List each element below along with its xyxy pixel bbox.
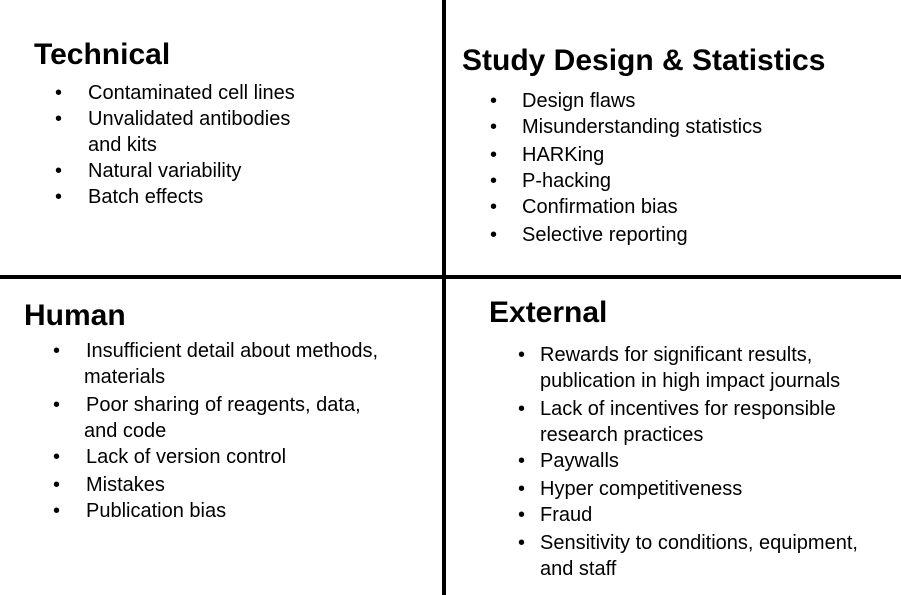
bullet-icon: • (55, 160, 63, 182)
bullet-icon: • (55, 82, 63, 104)
external-title: External (489, 296, 608, 329)
bullet-icon: • (53, 394, 61, 416)
human-item-text: and code (84, 420, 167, 442)
external-item-text: and staff (540, 558, 617, 580)
bullet-icon: • (490, 116, 498, 138)
human-title: Human (24, 299, 126, 332)
study-design-title: Study Design & Statistics (462, 44, 826, 77)
external-item-text: Rewards for significant results, (540, 344, 813, 366)
bullet-icon: • (53, 500, 61, 522)
external-item-text: Sensitivity to conditions, equipment, (540, 532, 858, 554)
external-item-text: publication in high impact journals (540, 370, 841, 392)
human-item-text: Poor sharing of reagents, data, (86, 394, 361, 416)
bullet-icon: • (518, 478, 526, 500)
bullet-icon: • (55, 186, 63, 208)
bullet-icon: • (490, 170, 498, 192)
bullet-icon: • (55, 108, 63, 130)
human-item-text: Mistakes (86, 474, 165, 496)
external-item-text: Paywalls (540, 450, 619, 472)
horizontal-divider (0, 275, 901, 279)
technical-item-text: Contaminated cell lines (88, 82, 295, 104)
technical-title: Technical (34, 38, 171, 71)
external-item-text: research practices (540, 424, 704, 446)
bullet-icon: • (53, 340, 61, 362)
study-design-item-text: HARKing (522, 144, 605, 166)
study-design-item-text: Misunderstanding statistics (522, 116, 763, 138)
external-item-text: Lack of incentives for responsible (540, 398, 836, 420)
external-item-text: Fraud (540, 504, 593, 526)
human-item-text: materials (84, 366, 166, 388)
human-item-text: Publication bias (86, 500, 227, 522)
bullet-icon: • (518, 504, 526, 526)
bullet-icon: • (490, 144, 498, 166)
study-design-item-text: Confirmation bias (522, 196, 678, 218)
bullet-icon: • (53, 474, 61, 496)
human-item-text: Lack of version control (86, 446, 287, 468)
technical-item-text: and kits (88, 134, 157, 156)
bullet-icon: • (518, 344, 526, 366)
study-design-item-text: Design flaws (522, 90, 636, 112)
bullet-icon: • (518, 398, 526, 420)
study-design-item-text: Selective reporting (522, 224, 688, 246)
bullet-icon: • (518, 450, 526, 472)
technical-item-text: Natural variability (88, 160, 242, 182)
bullet-icon: • (490, 196, 498, 218)
technical-item-text: Unvalidated antibodies (88, 108, 291, 130)
bullet-icon: • (518, 532, 526, 554)
bullet-icon: • (490, 224, 498, 246)
bullet-icon: • (490, 90, 498, 112)
technical-item-text: Batch effects (88, 186, 204, 208)
human-item-text: Insufficient detail about methods, (86, 340, 379, 362)
external-item-text: Hyper competitiveness (540, 478, 743, 500)
study-design-item-text: P-hacking (522, 170, 611, 192)
vertical-divider (442, 0, 446, 595)
bullet-icon: • (53, 446, 61, 468)
